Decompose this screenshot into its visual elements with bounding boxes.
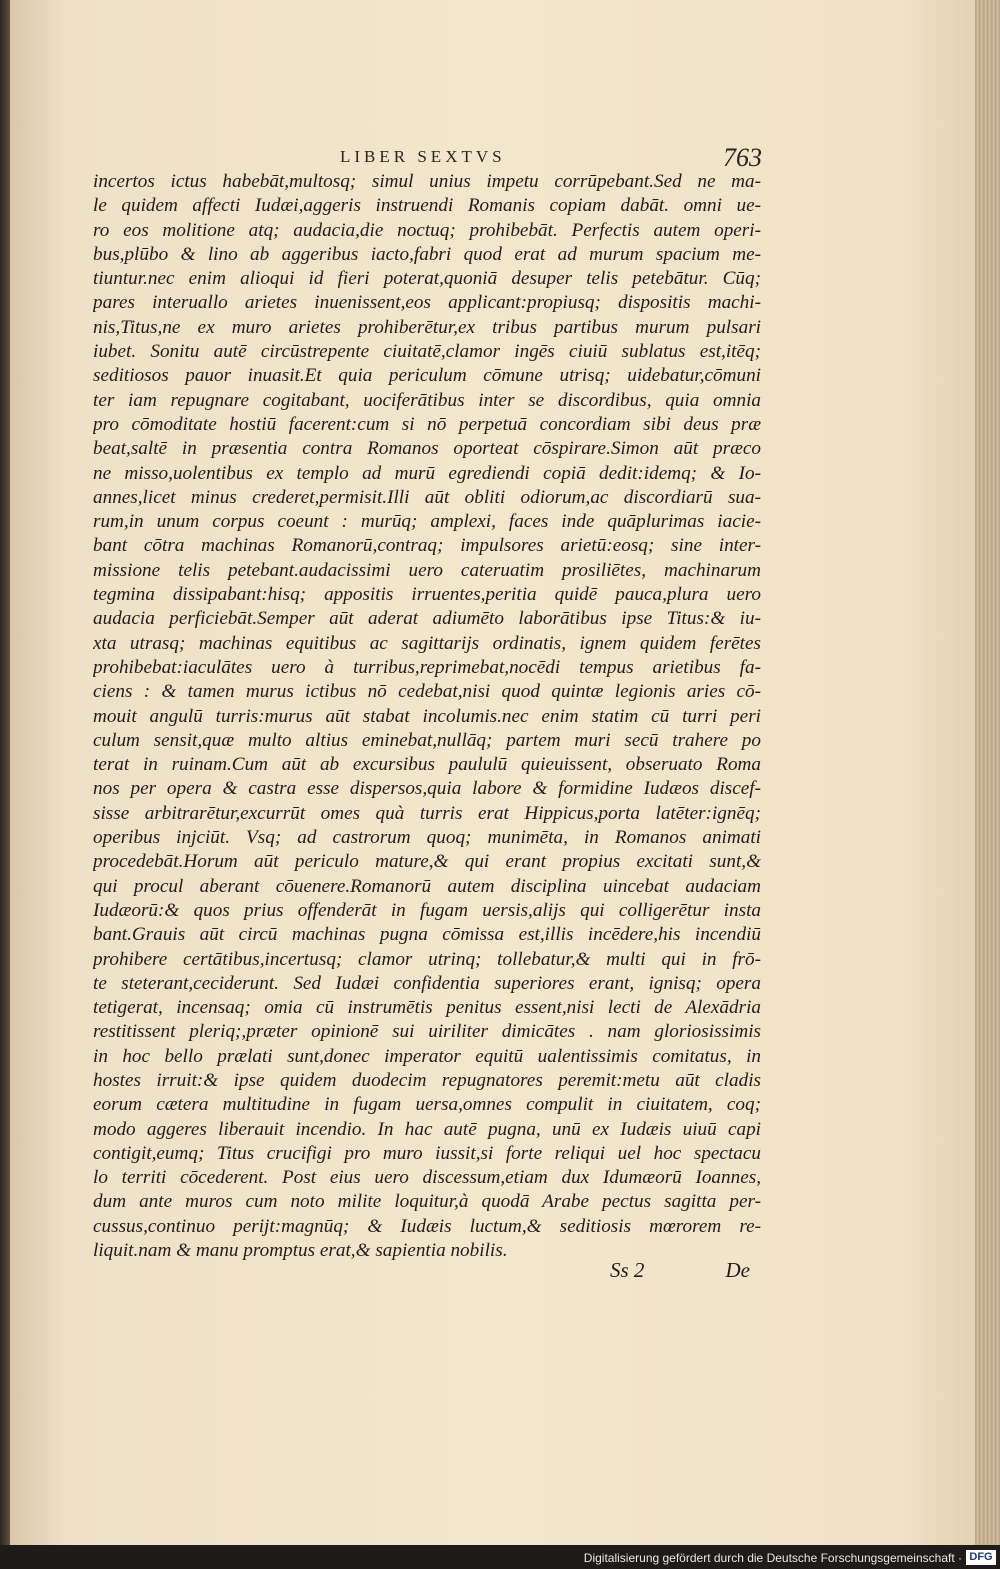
- page-stack-edge: [974, 0, 1000, 1569]
- text-line: beat,saltē in præsentia contra Romanos oporteat cōspirare.Simon aūt præco: [93, 438, 761, 460]
- running-head: LIBER SEXTVS: [340, 147, 506, 166]
- folio-number: 763: [723, 143, 762, 172]
- text-line: lo territi cōcederent. Post eius uero discessum,etiam dux Idumæorū Ioannes,: [93, 1167, 761, 1189]
- text-line: audacia perficiebāt.Semper aūt aderat adiumēto laborātibus ipse Titus:& iu-: [93, 608, 761, 630]
- text-line: operibus injciūt. Vsq; ad castrorum quoq; munimēta, in Romanos animati: [93, 827, 761, 849]
- catchword: De: [725, 1258, 750, 1282]
- text-line: tegmina dissipabant:hisq; appositis irruentes,peritia quidē pauca,plura uero: [93, 584, 761, 606]
- text-line: procedebāt.Horum aūt periculo mature,& qui erant propius excitati sunt,&: [93, 851, 761, 873]
- text-line: eorum cætera multitudine in fugam uersa,omnes compulit in ciuitatem, coq;: [93, 1094, 761, 1116]
- text-line: nis,Titus,ne ex muro arietes prohiberētur,ex tribus partibus murum pulsari: [93, 316, 761, 338]
- text-line: culum sensit,quæ multo altius eminebat,nullāq; partem muri secū trahere po: [93, 729, 761, 751]
- text-line: tiuntur.nec enim alioqui id fieri poterat,quoniā desuper telis petebātur. Cūq;: [93, 268, 761, 290]
- text-line: le quidem affecti Iudæi,aggeris instruendi Romanis copiam dabāt. omni ue-: [93, 195, 761, 217]
- book-page: [10, 0, 975, 1545]
- text-line: ter iam repugnare cogitabant, uociferātibus inter se discordibus, quia omnia: [93, 389, 761, 411]
- text-line: bant.Grauis aūt circū machinas pugna cōmissa est,illis incēdere,his incendiū: [93, 924, 761, 946]
- text-line: pro cōmoditate hostiū facerent:cum si nō perpetuā concordiam sibi deus præ: [93, 413, 761, 435]
- text-line: cussus,continuo perijt:magnūq; & Iudæis luctum,& seditiosis mœrorem re-: [93, 1215, 761, 1237]
- text-line: ro eos molitione atq; audacia,die noctuq; prohibebāt. Perfectis autem operi-: [93, 219, 761, 241]
- signature-mark: Ss 2: [610, 1258, 645, 1282]
- text-line: prohibere certātibus,incertusq; clamor utrinq; tollebatur,& multi qui in frō-: [93, 948, 761, 970]
- text-line: mouit angulū turris:murus aūt stabat incolumis.nec enim statim cū turri peri: [93, 705, 761, 727]
- text-line: iubet. Sonitu autē circūstrepente ciuitatē,clamor ingēs ciuiū sublatus est,itēq;: [93, 341, 761, 363]
- text-line: xta utrasq; machinas equitibus ac sagittarijs ordinatis, ignem quidem ferētes: [93, 632, 761, 654]
- text-line: rum,in unum corpus coeunt : murūq; amplexi, faces inde quāplurimas iacie-: [93, 511, 761, 533]
- text-line: liquit.nam & manu promptus erat,& sapientia nobilis.: [93, 1240, 508, 1262]
- text-line: ciens : & tamen murus ictibus nō cedebat,nisi quod quintæ legionis aries cō-: [93, 681, 761, 703]
- text-line: annes,licet minus crederet,permisit.Illi aūt obliti odiorum,ac discordiarū sua-: [93, 486, 761, 508]
- text-line: hostes irruit:& ipse quidem duodecim repugnatores peremit:metu aūt cladis: [93, 1069, 761, 1091]
- text-line: contigit,eumq; Titus crucifigi pro muro iussit,si forte reliqui uel hoc spectacu: [93, 1142, 761, 1164]
- text-line: incertos ictus habebāt,multosq; simul unius impetu corrūpebant.Sed ne ma-: [93, 171, 761, 192]
- text-line: te steterant,ceciderunt. Sed Iudæi confidentia superiores erant, ignisq; opera: [93, 972, 761, 994]
- text-line: tetigerat, incensaq; omia cū instrumētis penitus essent,nisi lecti de Alexādria: [93, 997, 761, 1019]
- text-line: sisse arbitrarētur,excurrūt omes quà turris erat Hippicus,porta latēter:ignēq;: [93, 802, 761, 824]
- dfg-logo: DFG: [966, 1550, 996, 1565]
- text-line: ne misso,uolentibus ex templo ad murū egrediendi copiā dedit:idemq; & Io-: [93, 462, 761, 484]
- text-line: Iudæorū:& quos prius offenderāt in fugam uersis,alijs qui colligerētur insta: [93, 899, 761, 921]
- text-line: modo aggeres liberauit incendio. In hac autē pugna, unū ex Iudæis uiuū capi: [93, 1118, 761, 1140]
- text-line: qui procul aberant cōuenere.Romanorū autem disciplina uincebat audaciam: [93, 875, 761, 897]
- text-line: bant cōtra machinas Romanorū,contraq; impulsores arietū:eosq; sine inter-: [93, 535, 761, 557]
- text-line: missione telis petebant.audacissimi uero cateruatim prosiliētes, machinarum: [93, 559, 761, 581]
- text-line: prohibebat:iaculātes uero à turribus,reprimebat,nocēdi tempus arietibus fa-: [93, 656, 761, 678]
- text-block: [93, 170, 761, 1263]
- text-line: pares interuallo arietes inuenissent,eos applicant:propiusq; dispositis machi-: [93, 292, 761, 314]
- footer-bar: [0, 1545, 1000, 1569]
- text-line: nos per opera & castra esse dispersos,quia labore & formidine Iudæos discef-: [93, 778, 761, 800]
- text-line: restitissent pleriq;,præter opinionē sui uiriliter dimicātes . nam gloriosissimis: [93, 1021, 761, 1043]
- text-line: in hoc bello prælati sunt,donec imperator equitū ualentissimis comitatus, in: [93, 1045, 761, 1067]
- funding-credit: Digitalisierung gefördert durch die Deutsche Forschungsgemeinschaft ·: [583, 1551, 962, 1565]
- text-line: terat in ruinam.Cum aūt ab excursibus paululū quieuissent, obseruato Roma: [93, 754, 761, 776]
- text-line: dum ante muros cum noto milite loquitur,à quodā Arabe pectus sagitta per-: [93, 1191, 761, 1213]
- text-line: bus,plūbo & lino ab aggeribus iacto,fabri quod erat ad murum spacium me-: [93, 243, 761, 265]
- text-line: seditiosos pauor inuasit.Et quia periculum cōmune utrisq; uidebatur,cōmuni: [93, 365, 761, 387]
